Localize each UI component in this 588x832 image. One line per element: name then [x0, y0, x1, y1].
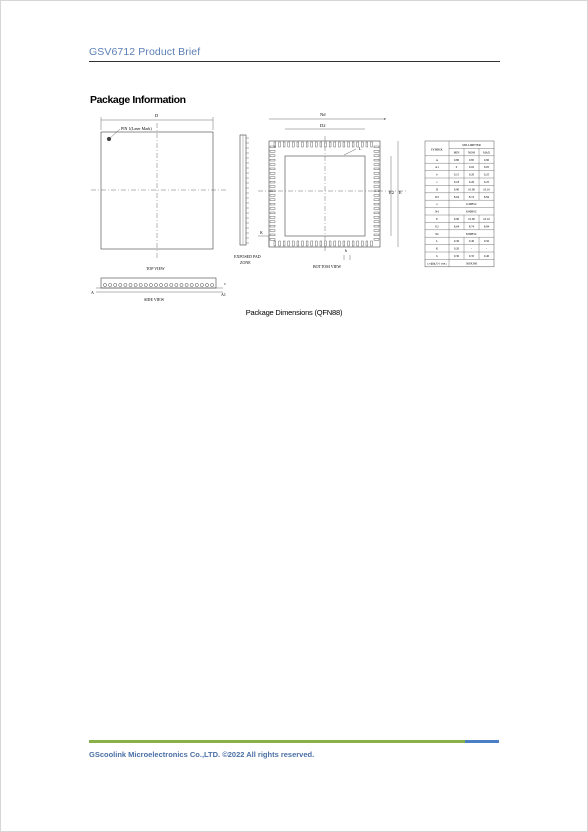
- e-label: E: [399, 190, 402, 195]
- side-view-label: SIDE VIEW: [144, 297, 165, 302]
- header-rule: [89, 61, 500, 62]
- document-header-title: GSV6712 Product Brief: [89, 46, 201, 58]
- table-cell: h: [436, 254, 438, 258]
- table-cell: 9.90: [453, 217, 460, 221]
- pin1-label: PIN 1(Laser Mark): [121, 126, 152, 131]
- table-cell: 10.10: [483, 217, 490, 221]
- top-view-label: TOP VIEW: [146, 266, 165, 271]
- table-cell: 10.00: [468, 217, 475, 221]
- table-cell: 0.40BSC: [466, 202, 477, 207]
- table-cell: D2: [435, 194, 439, 199]
- table-cell: 0.02: [468, 165, 475, 170]
- table-cell: 8.64: [453, 194, 460, 199]
- table-cell: 0.25: [483, 172, 490, 177]
- k-label: K: [260, 230, 263, 235]
- table-subheader: MIN: [453, 150, 460, 155]
- d2-label: D2: [320, 123, 326, 128]
- table-cell: 0.18: [453, 180, 460, 184]
- table-cell: 0.05: [483, 165, 490, 170]
- table-cell: 0.40: [483, 254, 490, 258]
- table-cell: K: [435, 246, 439, 251]
- l-label: L: [359, 146, 362, 151]
- top-d-label: D: [155, 113, 159, 118]
- table-cell: 8.74: [468, 194, 475, 199]
- nd-label: Nd: [320, 112, 326, 117]
- table-cell: 9.90: [453, 187, 460, 192]
- table-cell: 0.85: [468, 157, 475, 162]
- footer-rule-green: [89, 740, 465, 743]
- section-heading: Package Information: [90, 94, 186, 106]
- table-cell: 0.20: [453, 246, 460, 251]
- table-cell: A1: [435, 165, 439, 170]
- table-cell: 0.15: [453, 172, 460, 177]
- side-c-label: c: [224, 281, 226, 286]
- table-cell: 10.00: [468, 187, 475, 192]
- table-cell: 0.35: [468, 254, 475, 258]
- zone-label: ZONE: [240, 260, 251, 265]
- footer-rule-blue: [465, 740, 499, 743]
- table-cell: 8.74: [468, 224, 475, 229]
- table-cell: 0.30: [453, 239, 460, 244]
- bottom-view-label: BOTTOM VIEW: [313, 264, 342, 269]
- table-cell: 0.25: [483, 180, 490, 184]
- table-subheader: NOM: [467, 150, 476, 155]
- table-cell: E2: [435, 224, 439, 229]
- table-cell: 0.20: [468, 172, 475, 177]
- table-cell: Nd: [435, 209, 439, 214]
- table-cell: 0.90: [483, 157, 490, 162]
- table-cell: A: [435, 157, 439, 162]
- table-cell: -: [471, 246, 472, 251]
- table-header-unit: MILLIMETER: [462, 143, 481, 147]
- table-cell: Ne: [435, 231, 439, 236]
- table-cell: 0: [455, 165, 458, 170]
- exposed-pad-label: EXPOSED PAD: [234, 254, 261, 259]
- table-cell: b: [436, 172, 438, 177]
- table-cell: 0.20: [468, 180, 475, 184]
- table-cell: 0.50: [483, 239, 490, 244]
- b-label: b: [345, 248, 347, 253]
- table-cell: L/F载体尺寸 (MIL): [427, 262, 447, 266]
- table-cell: 0.30: [453, 254, 460, 258]
- table-cell: 8.84: [483, 224, 490, 229]
- table-cell: 8.84: [483, 194, 490, 199]
- pitch-label: e: [384, 116, 386, 121]
- package-drawing: [88, 108, 500, 304]
- figure-caption: Package Dimensions (QFN88): [245, 308, 343, 317]
- e2-label: E2: [389, 190, 394, 195]
- table-cell: 0.80: [453, 157, 460, 162]
- table-cell: D: [435, 187, 439, 192]
- table-cell: L: [436, 239, 438, 244]
- table-cell: c: [436, 180, 438, 184]
- dimension-table: [425, 141, 494, 267]
- side-a1-label: A1: [221, 292, 226, 297]
- table-subheader: MAX: [482, 150, 491, 155]
- table-cell: 8.80BSC: [466, 231, 477, 236]
- table-header-symbol: SYMBOL: [430, 147, 444, 152]
- table-cell: 8.64: [453, 224, 460, 229]
- table-cell: e: [436, 202, 438, 207]
- table-cell: -: [486, 246, 487, 251]
- side-a-label: A: [91, 290, 94, 295]
- table-cell: 360X360: [465, 261, 478, 266]
- table-cell: E: [436, 217, 438, 221]
- package-dimension-drawing: [88, 108, 500, 304]
- footer-copyright: GScoolink Microelectronics Co.,LTD. ©2022 All rights reserved.: [89, 750, 315, 759]
- table-cell: 0.40: [468, 239, 475, 244]
- table-cell: 8.80BSC: [466, 209, 477, 214]
- table-cell: 10.10: [483, 187, 490, 192]
